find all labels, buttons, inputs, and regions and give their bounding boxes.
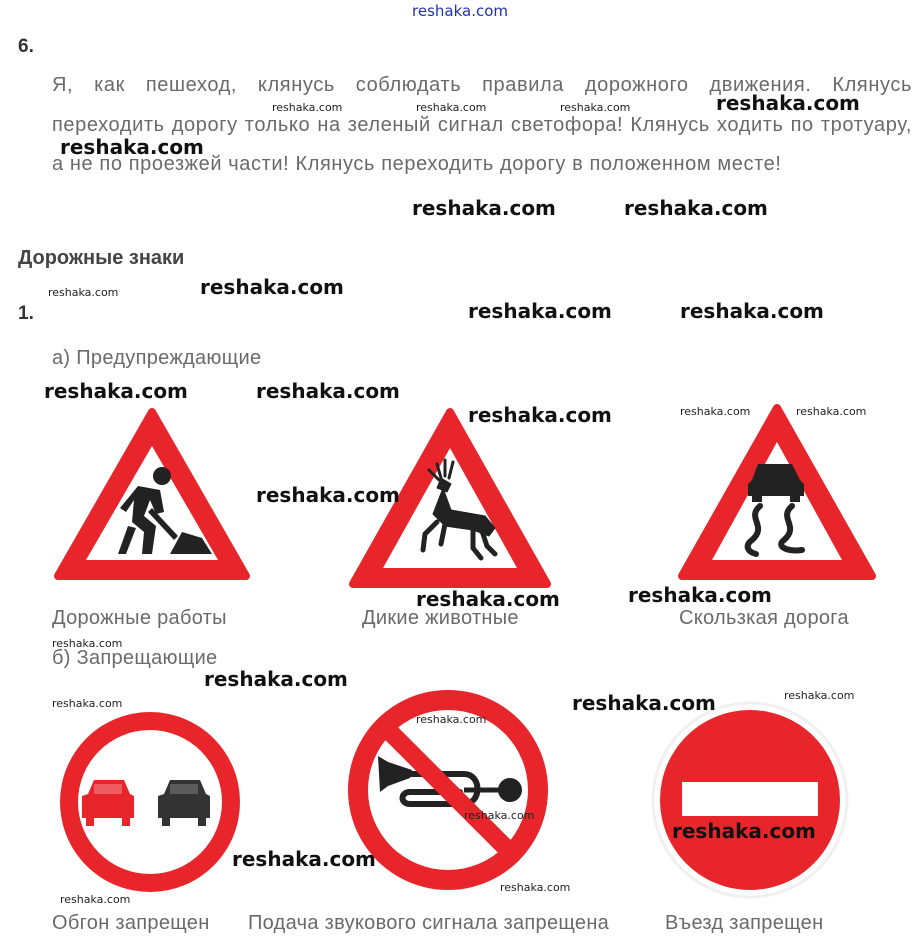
watermark: reshaka.com (204, 667, 348, 691)
road-works-caption: Дорожные работы (52, 607, 227, 629)
road-works-sign (52, 404, 252, 584)
watermark: reshaka.com (500, 881, 571, 894)
watermark: reshaka.com (256, 483, 400, 507)
pedestrian-oath-text: Я, как пешеход, клянусь соблюдать правила дорожного движения. Клянусь переходить дорогу только на зеленый сигнал светофора! Клянусь ходить по тротуару, а не по проезжей части! Клянусь переходить дорогу в положенном месте! (52, 74, 912, 175)
watermark-top: reshaka.com (412, 2, 508, 20)
watermark: reshaka.com (572, 691, 716, 715)
watermark: reshaka.com (272, 101, 343, 114)
slippery-road-sign (676, 400, 878, 584)
road-signs-heading: Дорожные знаки (18, 247, 185, 269)
no-overtaking-sign (52, 704, 248, 900)
watermark: reshaka.com (412, 196, 556, 220)
section-6-number: 6. (18, 36, 34, 57)
no-entry-caption: Въезд запрещен (665, 912, 824, 934)
slippery-road-caption: Скользкая дорога (679, 607, 849, 629)
watermark: reshaka.com (624, 196, 768, 220)
watermark: reshaka.com (468, 403, 612, 427)
no-overtaking-caption: Обгон запрещен (52, 912, 210, 934)
no-entry-icon (682, 782, 818, 816)
watermark: reshaka.com (416, 101, 487, 114)
no-entry-sign (650, 700, 850, 900)
prohibitory-signs-label: б) Запрещающие (52, 647, 218, 669)
wild-animals-caption: Дикие животные (362, 607, 519, 629)
road-signs-number: 1. (18, 303, 34, 324)
watermark: reshaka.com (784, 689, 855, 702)
watermark: reshaka.com (200, 275, 344, 299)
watermark: reshaka.com (416, 713, 487, 726)
watermark: reshaka.com (680, 405, 751, 418)
watermark: reshaka.com (44, 379, 188, 403)
watermark: reshaka.com (52, 697, 123, 710)
watermark: reshaka.com (560, 101, 631, 114)
watermark: reshaka.com (628, 583, 772, 607)
watermark: reshaka.com (672, 819, 816, 843)
watermark: reshaka.com (796, 405, 867, 418)
no-horn-caption: Подача звукового сигнала запрещена (248, 912, 610, 934)
watermark: reshaka.com (468, 299, 612, 323)
watermark: reshaka.com (256, 379, 400, 403)
warning-signs-label: а) Предупреждающие (52, 347, 262, 369)
watermark: reshaka.com (52, 637, 123, 650)
watermark: reshaka.com (680, 299, 824, 323)
watermark: reshaka.com (464, 809, 535, 822)
watermark: reshaka.com (232, 847, 376, 871)
watermark: reshaka.com (416, 587, 560, 611)
watermark: reshaka.com (60, 135, 204, 159)
watermark: reshaka.com (48, 286, 119, 299)
watermark: reshaka.com (60, 893, 131, 906)
watermark: reshaka.com (716, 91, 860, 115)
